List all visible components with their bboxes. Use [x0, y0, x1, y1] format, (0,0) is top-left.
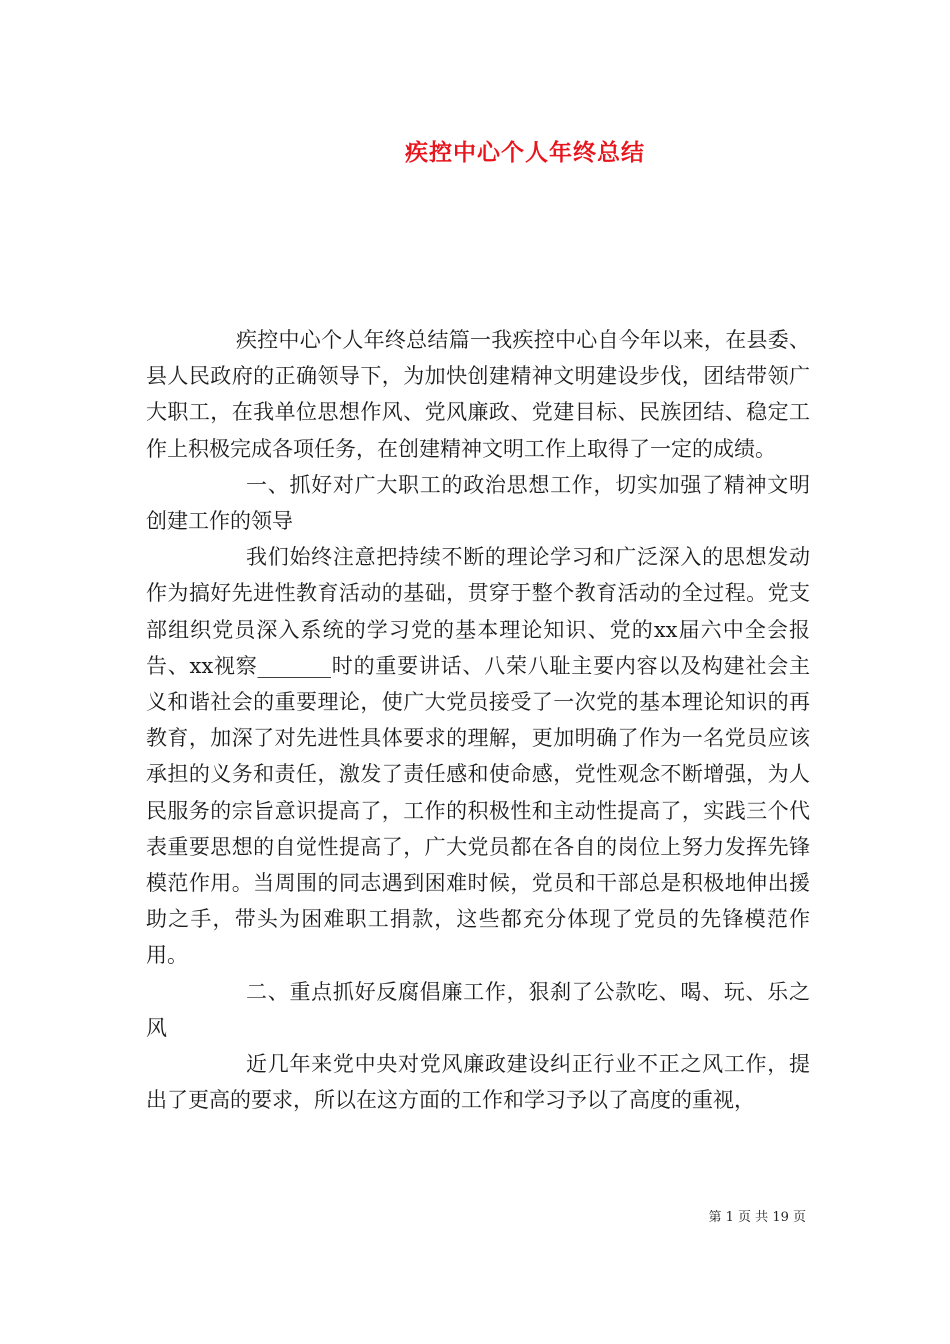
page-number: 第 1 页 共 19 页: [708, 1210, 806, 1225]
document-title: 疾控中心个人年终总结: [405, 140, 645, 166]
paragraph-intro: 疾控中心个人年终总结篇一我疾控中心自今年以来，在县委、县人民政府的正确领导下，为加快创建精神文明建设步伐，团结带领广大职工，在我单位思想作风、党风廉政、党建目标、民族团结、稳定工作上积极完成各项任务，在创建精神文明工作上取得了一定的成绩。: [146, 328, 810, 461]
paragraph-section-2: 近几年来党中央对党风廉政建设纠正行业不正之风工作，提出了更高的要求，所以在这方面的工作和学习予以了高度的重视，: [146, 1052, 810, 1113]
paragraph-section-1: 我们始终注意把持续不断的理论学习和广泛深入的思想发动作为搞好先进性教育活动的基础，贯穿于整个教育活动的全过程。党支部组织党员深入系统的学习党的基本理论知识、党的xx届六中全会报告、xx视察_______时的重要讲话、八荣八耻主要内容以及构建社会主义和谐社会的重要理论，使广大党员接受了一次党的基本理论知识的再教育，加深了对先进性具体要求的理解，更加明确了作为一名党员应该承担的义务和责任，激发了责任感和使命感，党性观念不断增强，为人民服务的宗旨意识提高了，工作的积极性和主动性提高了，实践三个代表重要思想的自觉性提高了，广大党员都在各自的岗位上努力发挥先锋模范作用。当周围的同志遇到困难时候，党员和干部总是积极地伸出援助之手，带头为困难职工捐款，这些都充分体现了党员的先锋模范作用。: [146, 545, 810, 968]
section-heading-2: 二、重点抓好反腐倡廉工作，狠刹了公款吃、喝、玩、乐之风: [146, 979, 810, 1040]
document-body: [146, 322, 810, 1118]
section-heading-1: 一、抓好对广大职工的政治思想工作，切实加强了精神文明创建工作的领导: [146, 472, 810, 534]
